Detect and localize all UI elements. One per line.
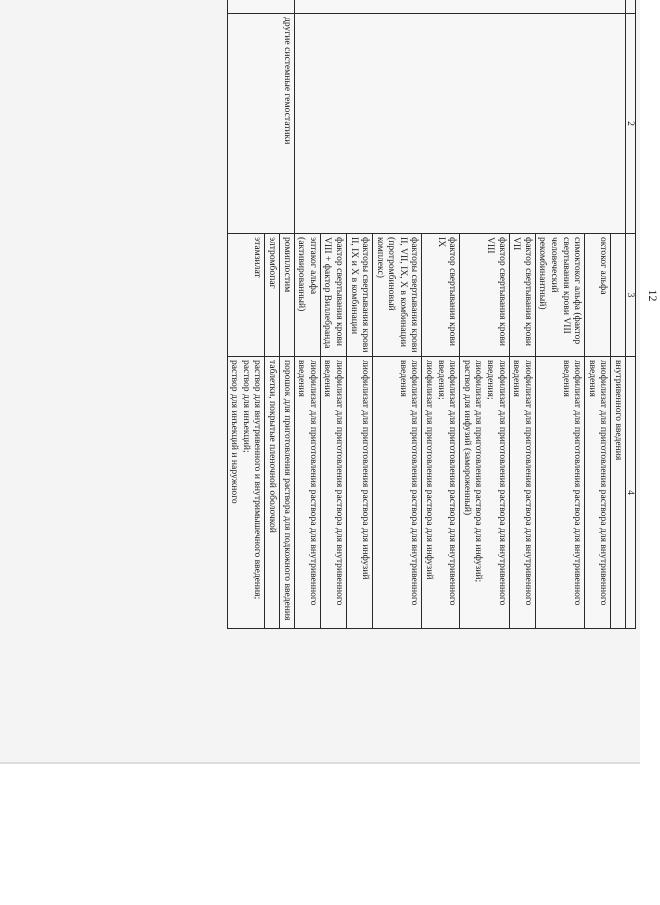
page-edge (0, 762, 640, 764)
dosage-form-cell (460, 357, 509, 629)
column-number-3: 3 (626, 234, 636, 357)
dosage-form-text: внутривенного введения (613, 360, 624, 461)
dosage-form-text: лиофилизат для приготовления раствора для внутривенного введения (397, 360, 421, 606)
substance-cell: фактор свертывания крови VIII + фактор Виллебранда (320, 234, 346, 357)
rotated-page-content (86, 0, 660, 628)
substance-cell: октоког альфа (585, 234, 611, 357)
dosage-form-cell (294, 357, 320, 629)
dosage-form-cell (585, 357, 611, 629)
dosage-form-cell (265, 357, 280, 629)
drug-table (227, 0, 636, 629)
dosage-form-text: лиофилизат для приготовления раствора для инфузий; (473, 360, 485, 583)
dosage-form-cell (373, 357, 422, 629)
substance-cell: фактор свертывания крови VII (509, 234, 535, 357)
column-number-row (626, 0, 636, 629)
substance-cell: фактор свертывания крови VIII (460, 234, 509, 357)
dosage-form-text: таблетки, покрытые пленочной оболочкой (266, 360, 278, 533)
column-number-2: 2 (626, 14, 636, 234)
dosage-form-cell (611, 357, 626, 629)
table-row (279, 0, 294, 629)
dosage-form-text: лиофилизат для приготовления раствора для внутривенного введения; (485, 360, 508, 606)
substance-cell: фактор свертывания крови IX (422, 234, 460, 357)
substance-cell: этамзилат (227, 234, 265, 357)
page-number: 12 (646, 289, 660, 302)
column-number-1 (626, 0, 636, 14)
group-name-cell: другие системные гемостатики (227, 14, 294, 234)
substance-cell: эптаког альфа (активированный) (294, 234, 320, 357)
substance-cell: симоктоког альфа (фактор свертывания крови VIII человеческий рекомбинантный) (535, 234, 584, 357)
substance-cell: элтромбопаг (265, 234, 280, 357)
dosage-form-text: раствор для внутривенного и внутримышечного введения; (252, 360, 264, 600)
dosage-form-text: раствор для инъекций; (240, 360, 252, 453)
substance-cell: факторы свертывания крови II, VII, IX, X в комбинации (протромбиновый комплекс) (373, 234, 422, 357)
dosage-form-text: лиофилизат для приготовления раствора для внутривенного введения (511, 360, 534, 606)
dosage-form-text: лиофилизат для приготовления раствора для внутривенного введения (322, 360, 345, 606)
table-row (611, 0, 626, 629)
column-number-4: 4 (626, 357, 636, 629)
substance-cell (611, 234, 626, 357)
dosage-form-cell (422, 357, 460, 629)
dosage-form-cell (346, 357, 372, 629)
dosage-form-cell (320, 357, 346, 629)
dosage-form-text: порошок для приготовления раствора для подкожного введения (281, 360, 293, 621)
substance-cell: ромиплостим (279, 234, 294, 357)
dosage-form-text: лиофилизат для приготовления раствора для внутривенного введения (560, 360, 584, 606)
dosage-form-cell (509, 357, 535, 629)
dosage-form-text: лиофилизат для приготовления раствора для инфузий (424, 360, 436, 580)
dosage-form-cell (535, 357, 584, 629)
dosage-form-text: раствор для инъекций и наружного (229, 360, 241, 504)
dosage-form-cell (227, 357, 265, 629)
dosage-form-text: лиофилизат для приготовления раствора для внутривенного введения (296, 360, 319, 606)
dosage-form-text: раствор для инфузий (замороженный) (461, 360, 473, 516)
substance-cell: факторы свертывания крови II, IX и X в комбинации (346, 234, 372, 357)
atc-code-cell (294, 0, 625, 14)
dosage-form-text: лиофилизат для приготовления раствора для внутривенного введения (586, 360, 610, 606)
group-name-cell (294, 14, 625, 234)
dosage-form-text: лиофилизат для приготовления раствора для внутривенного введения; (435, 360, 459, 606)
atc-code-cell (227, 0, 294, 14)
dosage-form-cell (279, 357, 294, 629)
dosage-form-text: лиофилизат для приготовления раствора для инфузий (360, 360, 372, 580)
